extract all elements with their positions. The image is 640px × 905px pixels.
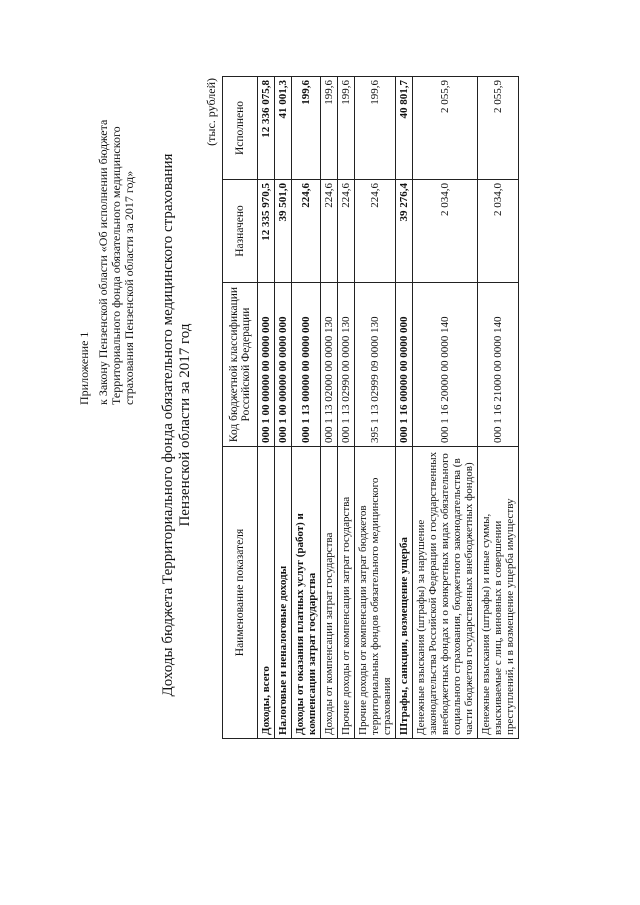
- row-executed: 2 055,9: [478, 77, 519, 180]
- row-name: Прочие доходы от компенсации затрат бюджетов территориальных фондов обязательного медицинского страхования: [355, 447, 396, 739]
- row-name: Денежные взыскания (штрафы) и иные суммы, взыскиваемые с лиц, виновных в совершении преступлений, и в возмещение ущерба имуществу: [478, 447, 519, 739]
- table-row: [355, 77, 396, 739]
- row-executed: 2 055,9: [413, 77, 478, 180]
- row-planned: 12 335 970,5: [258, 180, 275, 283]
- row-planned: 224,6: [338, 180, 355, 283]
- header-executed: Исполнено: [223, 77, 258, 180]
- row-name: Доходы от компенсации затрат государства: [321, 447, 338, 739]
- row-planned: 39 276,4: [396, 180, 413, 283]
- appendix-block: [78, 75, 136, 405]
- row-executed: 199,6: [338, 77, 355, 180]
- table-row: [292, 77, 321, 739]
- table-row: [338, 77, 355, 739]
- table-row: [258, 77, 275, 739]
- row-planned: 2 034,0: [413, 180, 478, 283]
- appendix-subtitle: к Закону Пензенской области «Об исполнении бюджета Территориального фонда обязательного медицинского страхования Пензенской области за 2017 год»: [96, 119, 136, 405]
- revenue-table: [222, 76, 519, 739]
- row-code: 000 1 00 00000 00 0000 000: [258, 283, 275, 447]
- row-code: 000 1 00 00000 00 0000 000: [275, 283, 292, 447]
- row-executed: 199,6: [321, 77, 338, 180]
- row-name: Доходы от оказания платных услуг (работ) и компенсации затрат государства: [292, 447, 321, 739]
- row-executed: 40 801,7: [396, 77, 413, 180]
- document-title-line-1: Доходы бюджета Территориального фонда обязательного медицинского страхования: [160, 153, 176, 697]
- header-planned: Назначено: [223, 180, 258, 283]
- row-executed: 199,6: [355, 77, 396, 180]
- table-row: [478, 77, 519, 739]
- table-row: [321, 77, 338, 739]
- row-name: Доходы, всего: [258, 447, 275, 739]
- table-header-row: [223, 77, 258, 739]
- row-executed: 199,6: [292, 77, 321, 180]
- row-code: 000 1 13 02990 00 0000 130: [338, 283, 355, 447]
- row-planned: 39 501,0: [275, 180, 292, 283]
- row-planned: 224,6: [321, 180, 338, 283]
- row-code: 000 1 16 20000 00 0000 140: [413, 283, 478, 447]
- row-name: Денежные взыскания (штрафы) за нарушение законодательства Российской Федерации о государственных внебюджетных фондах и о конкретных видах обязательного социального страхования, бюджетного законодательства (в части бюджетов государственных внебюджетных фондов): [413, 447, 478, 739]
- document-title: [160, 25, 194, 825]
- row-name: Штрафы, санкции, возмещение ущерба: [396, 447, 413, 739]
- header-name: Наименование показателя: [223, 447, 258, 739]
- appendix-title: Приложение 1: [77, 331, 91, 405]
- table-row: [275, 77, 292, 739]
- row-name: Налоговые и неналоговые доходы: [275, 447, 292, 739]
- row-code: 000 1 13 00000 00 0000 000: [292, 283, 321, 447]
- row-planned: 224,6: [292, 180, 321, 283]
- row-executed: 41 001,3: [275, 77, 292, 180]
- units-label: (тыс. рублей): [204, 78, 218, 146]
- header-code: Код бюджетной классификации Российской Федерации: [223, 283, 258, 447]
- row-planned: 2 034,0: [478, 180, 519, 283]
- row-executed: 12 336 075,8: [258, 77, 275, 180]
- row-code: 000 1 13 02000 00 0000 130: [321, 283, 338, 447]
- row-code: 395 1 13 02999 09 0000 130: [355, 283, 396, 447]
- table-row: [413, 77, 478, 739]
- document-title-line-2: Пензенской области за 2017 год: [177, 323, 193, 527]
- row-name: Прочие доходы от компенсации затрат государства: [338, 447, 355, 739]
- row-code: 000 1 16 00000 00 0000 000: [396, 283, 413, 447]
- table-row: [396, 77, 413, 739]
- row-code: 000 1 16 21000 00 0000 140: [478, 283, 519, 447]
- row-planned: 224,6: [355, 180, 396, 283]
